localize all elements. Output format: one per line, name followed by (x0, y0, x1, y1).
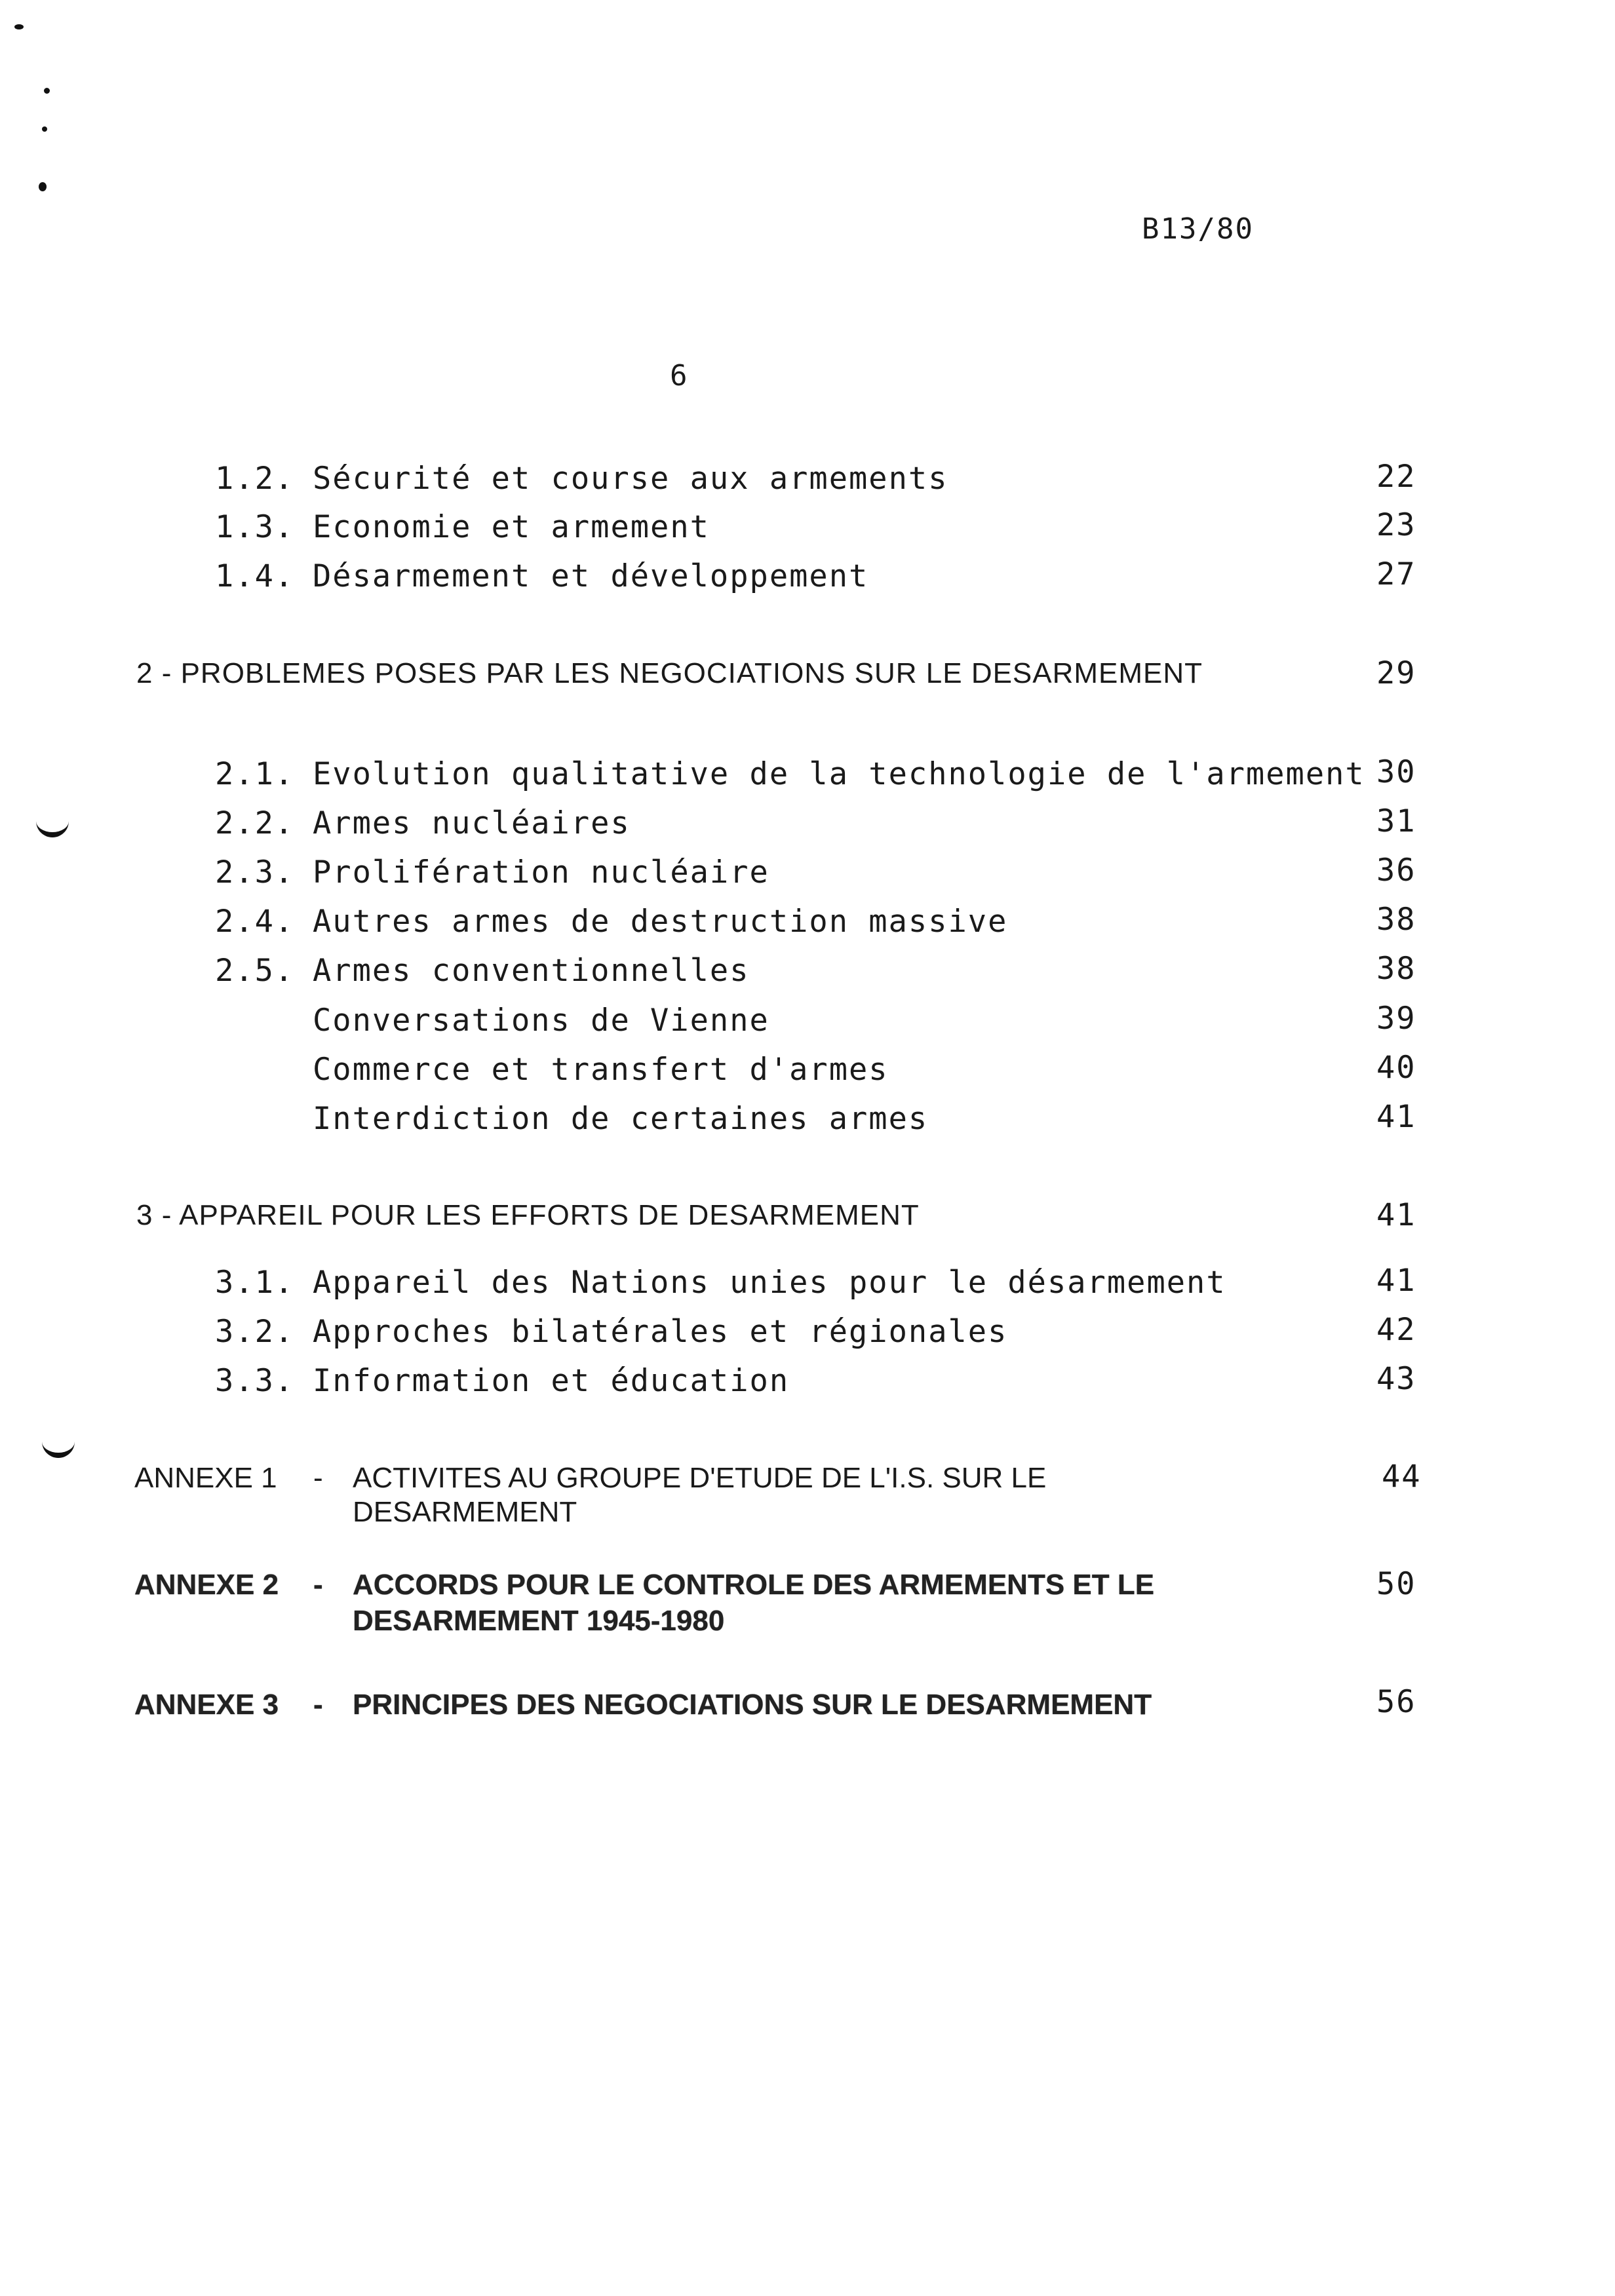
toc-entry-title: Armes conventionnelles (313, 953, 750, 989)
toc-subitem-title: Interdiction de certaines armes (313, 1101, 929, 1137)
toc-annex-page: 50 (1376, 1566, 1416, 1602)
toc-entry-page: 30 (1376, 754, 1416, 790)
scan-mark (42, 126, 47, 132)
toc-subitem-page: 41 (1376, 1099, 1416, 1135)
toc-entry-page: 38 (1376, 902, 1416, 938)
toc-section-title: 3 - APPAREIL POUR LES EFFORTS DE DESARMEMENT (136, 1199, 920, 1231)
toc-annex-title-line1: PRINCIPES DES NEGOCIATIONS SUR LE DESARMEMENT (353, 1689, 1152, 1721)
toc-annex-title-line2: DESARMEMENT (353, 1496, 577, 1528)
toc-entry-page: 23 (1376, 507, 1416, 543)
toc-annex-page: 56 (1376, 1684, 1416, 1720)
toc-section-page: 41 (1376, 1197, 1416, 1233)
toc-entry-page: 42 (1376, 1312, 1416, 1348)
toc-entry-number: 2.3. (215, 854, 295, 890)
toc-entry-number: 1.4. (215, 558, 295, 594)
scan-mark (14, 24, 24, 29)
toc-entry-page: 41 (1376, 1263, 1416, 1299)
toc-annex-dash: - (313, 1462, 323, 1494)
toc-section-page: 29 (1376, 655, 1416, 691)
toc-annex-title-line2: DESARMEMENT 1945-1980 (353, 1605, 725, 1637)
toc-entry-title: Approches bilatérales et régionales (313, 1314, 1008, 1350)
toc-entry-number: 1.3. (215, 509, 295, 545)
toc-section-title: 2 - PROBLEMES POSES PAR LES NEGOCIATIONS SUR LE DESARMEMENT (136, 657, 1203, 689)
toc-entry-page: 31 (1376, 803, 1416, 839)
toc-annex-dash: - (313, 1689, 323, 1721)
toc-entry-number: 2.5. (215, 953, 295, 989)
toc-entry-title: Information et éducation (313, 1363, 790, 1399)
binding-hole-mark (36, 818, 69, 837)
toc-entry-number: 2.2. (215, 805, 295, 841)
toc-entry-page: 22 (1376, 459, 1416, 495)
toc-entry-number: 2.1. (215, 756, 295, 792)
page-number: 6 (670, 359, 689, 392)
toc-entry-title: Appareil des Nations unies pour le désarmement (313, 1265, 1226, 1301)
toc-annex-label: ANNEXE 3 (134, 1689, 279, 1721)
toc-entry-title: Autres armes de destruction massive (313, 904, 1008, 940)
binding-hole-mark (42, 1438, 75, 1458)
toc-entry-title: Désarmement et développement (313, 558, 869, 594)
toc-entry-number: 2.4. (215, 904, 295, 940)
toc-annex-page: 44 (1382, 1459, 1422, 1495)
toc-subitem-title: Commerce et transfert d'armes (313, 1052, 889, 1088)
toc-subitem-page: 40 (1376, 1050, 1416, 1086)
toc-annex-dash: - (313, 1569, 323, 1601)
toc-entry-page: 36 (1376, 852, 1416, 889)
toc-subitem-title: Conversations de Vienne (313, 1003, 769, 1039)
toc-annex-title-line1: ACCORDS POUR LE CONTROLE DES ARMEMENTS ET LE (353, 1569, 1155, 1601)
toc-annex-label: ANNEXE 2 (134, 1569, 279, 1601)
toc-annex-label: ANNEXE 1 (134, 1462, 277, 1494)
toc-entry-page: 43 (1376, 1361, 1416, 1397)
toc-entry-title: Economie et armement (313, 509, 710, 545)
toc-entry-number: 3.3. (215, 1363, 295, 1399)
toc-entry-number: 3.2. (215, 1314, 295, 1350)
toc-entry-number: 1.2. (215, 461, 295, 497)
toc-entry-title: Evolution qualitative de la technologie de l'armement (313, 756, 1365, 792)
toc-entry-title: Armes nucléaires (313, 805, 631, 841)
toc-subitem-page: 39 (1376, 1001, 1416, 1037)
toc-entry-number: 3.1. (215, 1265, 295, 1301)
toc-annex-title-line1: ACTIVITES AU GROUPE D'ETUDE DE L'I.S. SUR LE (353, 1462, 1047, 1494)
toc-entry-title: Sécurité et course aux armements (313, 461, 948, 497)
toc-entry-page: 38 (1376, 951, 1416, 987)
scan-mark (39, 182, 47, 191)
toc-entry-title: Prolifération nucléaire (313, 854, 769, 890)
document-reference: B13/80 (1142, 212, 1254, 246)
toc-entry-page: 27 (1376, 556, 1416, 592)
scan-mark (44, 88, 50, 94)
